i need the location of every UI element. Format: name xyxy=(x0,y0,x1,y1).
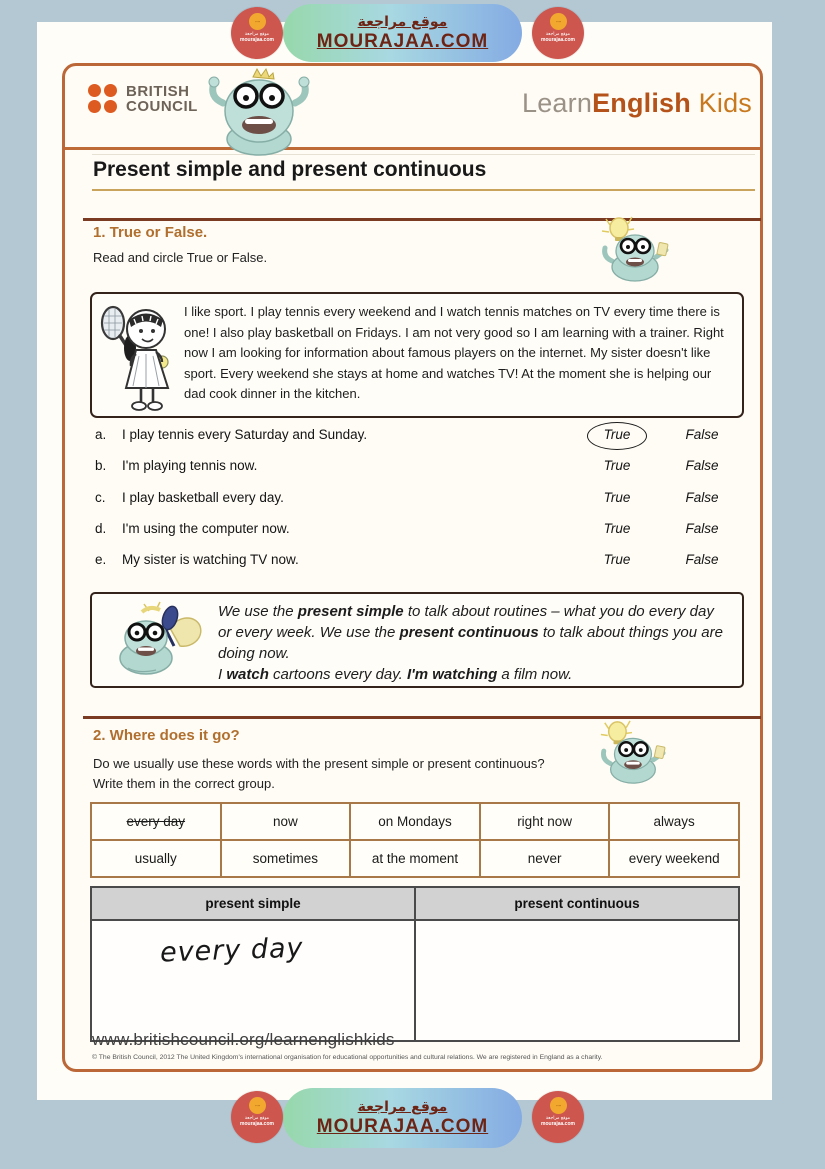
badge-logo-icon: ᠁ xyxy=(249,13,266,30)
question-letter: b. xyxy=(95,458,107,473)
watermark-site-link[interactable]: MOURAJAA.COM xyxy=(316,1116,489,1137)
question-letter: c. xyxy=(95,490,106,505)
question-letter: d. xyxy=(95,521,107,536)
britishcouncil-url-link[interactable]: www.britishcouncil.org/learnenglishkids xyxy=(92,1030,395,1049)
grammar-tip-examples: I watch cartoons every day. I'm watching a film now. xyxy=(218,666,573,683)
question-row-c xyxy=(65,490,760,512)
section2-instruction-line2: Write them in the correct group. xyxy=(93,776,275,791)
watermark-banner-bottom[interactable] xyxy=(283,1088,522,1148)
worksheet-header xyxy=(65,66,760,150)
true-option[interactable]: True xyxy=(603,552,631,567)
badge-arabic-label: موقع مراجعة xyxy=(244,1116,270,1121)
badge-arabic-label: موقع مراجعة xyxy=(545,1116,571,1121)
word-cell: never xyxy=(480,840,610,877)
worksheet-page xyxy=(37,22,772,1100)
mourajaa-badge-icon[interactable] xyxy=(532,7,584,59)
false-option[interactable]: False xyxy=(685,521,719,536)
section2-instruction-line1: Do we usually use these words with the present simple or present continuous? xyxy=(93,756,545,771)
watermark-site-link[interactable]: MOURAJAA.COM xyxy=(316,31,489,52)
badge-site-label: mourajaa.com xyxy=(541,1121,575,1127)
question-row-b xyxy=(65,458,760,480)
badge-arabic-label: موقع مراجعة xyxy=(545,32,571,37)
word-cell: sometimes xyxy=(221,840,351,877)
british-council-logo xyxy=(88,84,198,114)
learnenglish-kids-logo: LearnEnglish Kids xyxy=(522,88,752,118)
question-text: I play basketball every day. xyxy=(122,490,284,505)
watermark-banner-top[interactable] xyxy=(283,4,522,62)
false-option[interactable]: False xyxy=(685,490,719,505)
badge-arabic-label: موقع مراجعة xyxy=(244,32,270,37)
word-cell: every day xyxy=(91,803,221,840)
badge-site-label: mourajaa.com xyxy=(541,37,575,43)
grammar-tip-text: We use the present simple to talk about routines – what you do every day or every week. We use the present continuous to talk about things you are doing now. I watch cartoons every day. I'm watching a film now. xyxy=(218,601,730,685)
worksheet-frame xyxy=(62,63,763,1072)
word-cell: always xyxy=(609,803,739,840)
mourajaa-badge-icon[interactable] xyxy=(231,1091,283,1143)
question-text: I'm using the computer now. xyxy=(122,521,290,536)
badge-logo-icon: ᠁ xyxy=(550,1097,567,1114)
true-option[interactable]: True xyxy=(603,458,631,473)
word-cell: every weekend xyxy=(609,840,739,877)
question-text: I'm playing tennis now. xyxy=(122,458,258,473)
badge-site-label: mourajaa.com xyxy=(240,37,274,43)
false-option[interactable]: False xyxy=(685,458,719,473)
circled-answer-mark xyxy=(587,422,647,450)
copyright-text: © The British Council, 2012 The United Kingdom's international organisation for educational opportunities and cultural relations. We are registered in England as a charity. xyxy=(92,1054,603,1061)
reading-passage-box xyxy=(90,292,744,418)
badge-site-label: mourajaa.com xyxy=(240,1121,274,1127)
handwritten-answer: every day xyxy=(159,932,305,969)
word-cell: at the moment xyxy=(350,840,480,877)
word-cell: on Mondays xyxy=(350,803,480,840)
watermark-arabic-text: موقع مراجعة xyxy=(357,1099,448,1115)
false-option[interactable]: False xyxy=(685,427,719,442)
mourajaa-badge-icon[interactable] xyxy=(231,7,283,59)
british-council-dots-icon xyxy=(88,84,118,114)
badge-logo-icon: ᠁ xyxy=(249,1097,266,1114)
true-option[interactable]: True xyxy=(603,427,631,442)
question-letter: e. xyxy=(95,552,107,567)
false-option[interactable]: False xyxy=(685,552,719,567)
column-header-present-simple: present simple xyxy=(91,887,415,920)
writing-monster-icon xyxy=(108,598,208,687)
sorting-table xyxy=(90,886,740,1042)
true-option[interactable]: True xyxy=(603,521,631,536)
word-cell: now xyxy=(221,803,351,840)
column-header-present-continuous: present continuous xyxy=(415,887,739,920)
grammar-tip-box xyxy=(90,592,744,688)
badge-logo-icon: ᠁ xyxy=(550,13,567,30)
word-bank-table xyxy=(90,802,740,878)
present-continuous-answer-cell[interactable] xyxy=(415,920,739,1041)
idea-monster-icon xyxy=(597,718,667,791)
present-simple-answer-cell[interactable] xyxy=(91,920,415,1041)
question-row-d xyxy=(65,521,760,543)
section1-instruction: Read and circle True or False. xyxy=(93,250,268,265)
question-row-e xyxy=(65,552,760,574)
page-title: Present simple and present continuous xyxy=(92,154,755,191)
question-text: I play tennis every Saturday and Sunday. xyxy=(122,427,368,442)
reading-passage-text: I like sport. I play tennis every weekend and I watch tennis matches on TV every time there is one! I also play basketball on Fridays. I am not very good so I am learning with a trainer. Right now I am looking for information about famous players on the internet. My sister doesn't like sport. Every weekend she stays at home and watches TV! At the moment she is helping our dad cook dinner in the kitchen. xyxy=(184,304,724,402)
question-row-a xyxy=(65,427,760,449)
section2-heading: 2. Where does it go? xyxy=(93,727,240,744)
tennis-girl-illustration xyxy=(96,296,180,419)
word-cell: usually xyxy=(91,840,221,877)
word-cell: right now xyxy=(480,803,610,840)
mourajaa-badge-icon[interactable] xyxy=(532,1091,584,1143)
section1-heading: 1. True or False. xyxy=(93,224,208,241)
true-option[interactable]: True xyxy=(603,490,631,505)
watermark-arabic-text: موقع مراجعة xyxy=(357,14,448,30)
word-bank-row xyxy=(91,840,739,877)
question-text: My sister is watching TV now. xyxy=(122,552,299,567)
question-letter: a. xyxy=(95,427,107,442)
word-bank-row xyxy=(91,803,739,840)
idea-monster-icon xyxy=(598,215,670,288)
mascot-monster-icon xyxy=(205,67,313,162)
british-council-name: BRITISH COUNCIL xyxy=(126,83,198,115)
